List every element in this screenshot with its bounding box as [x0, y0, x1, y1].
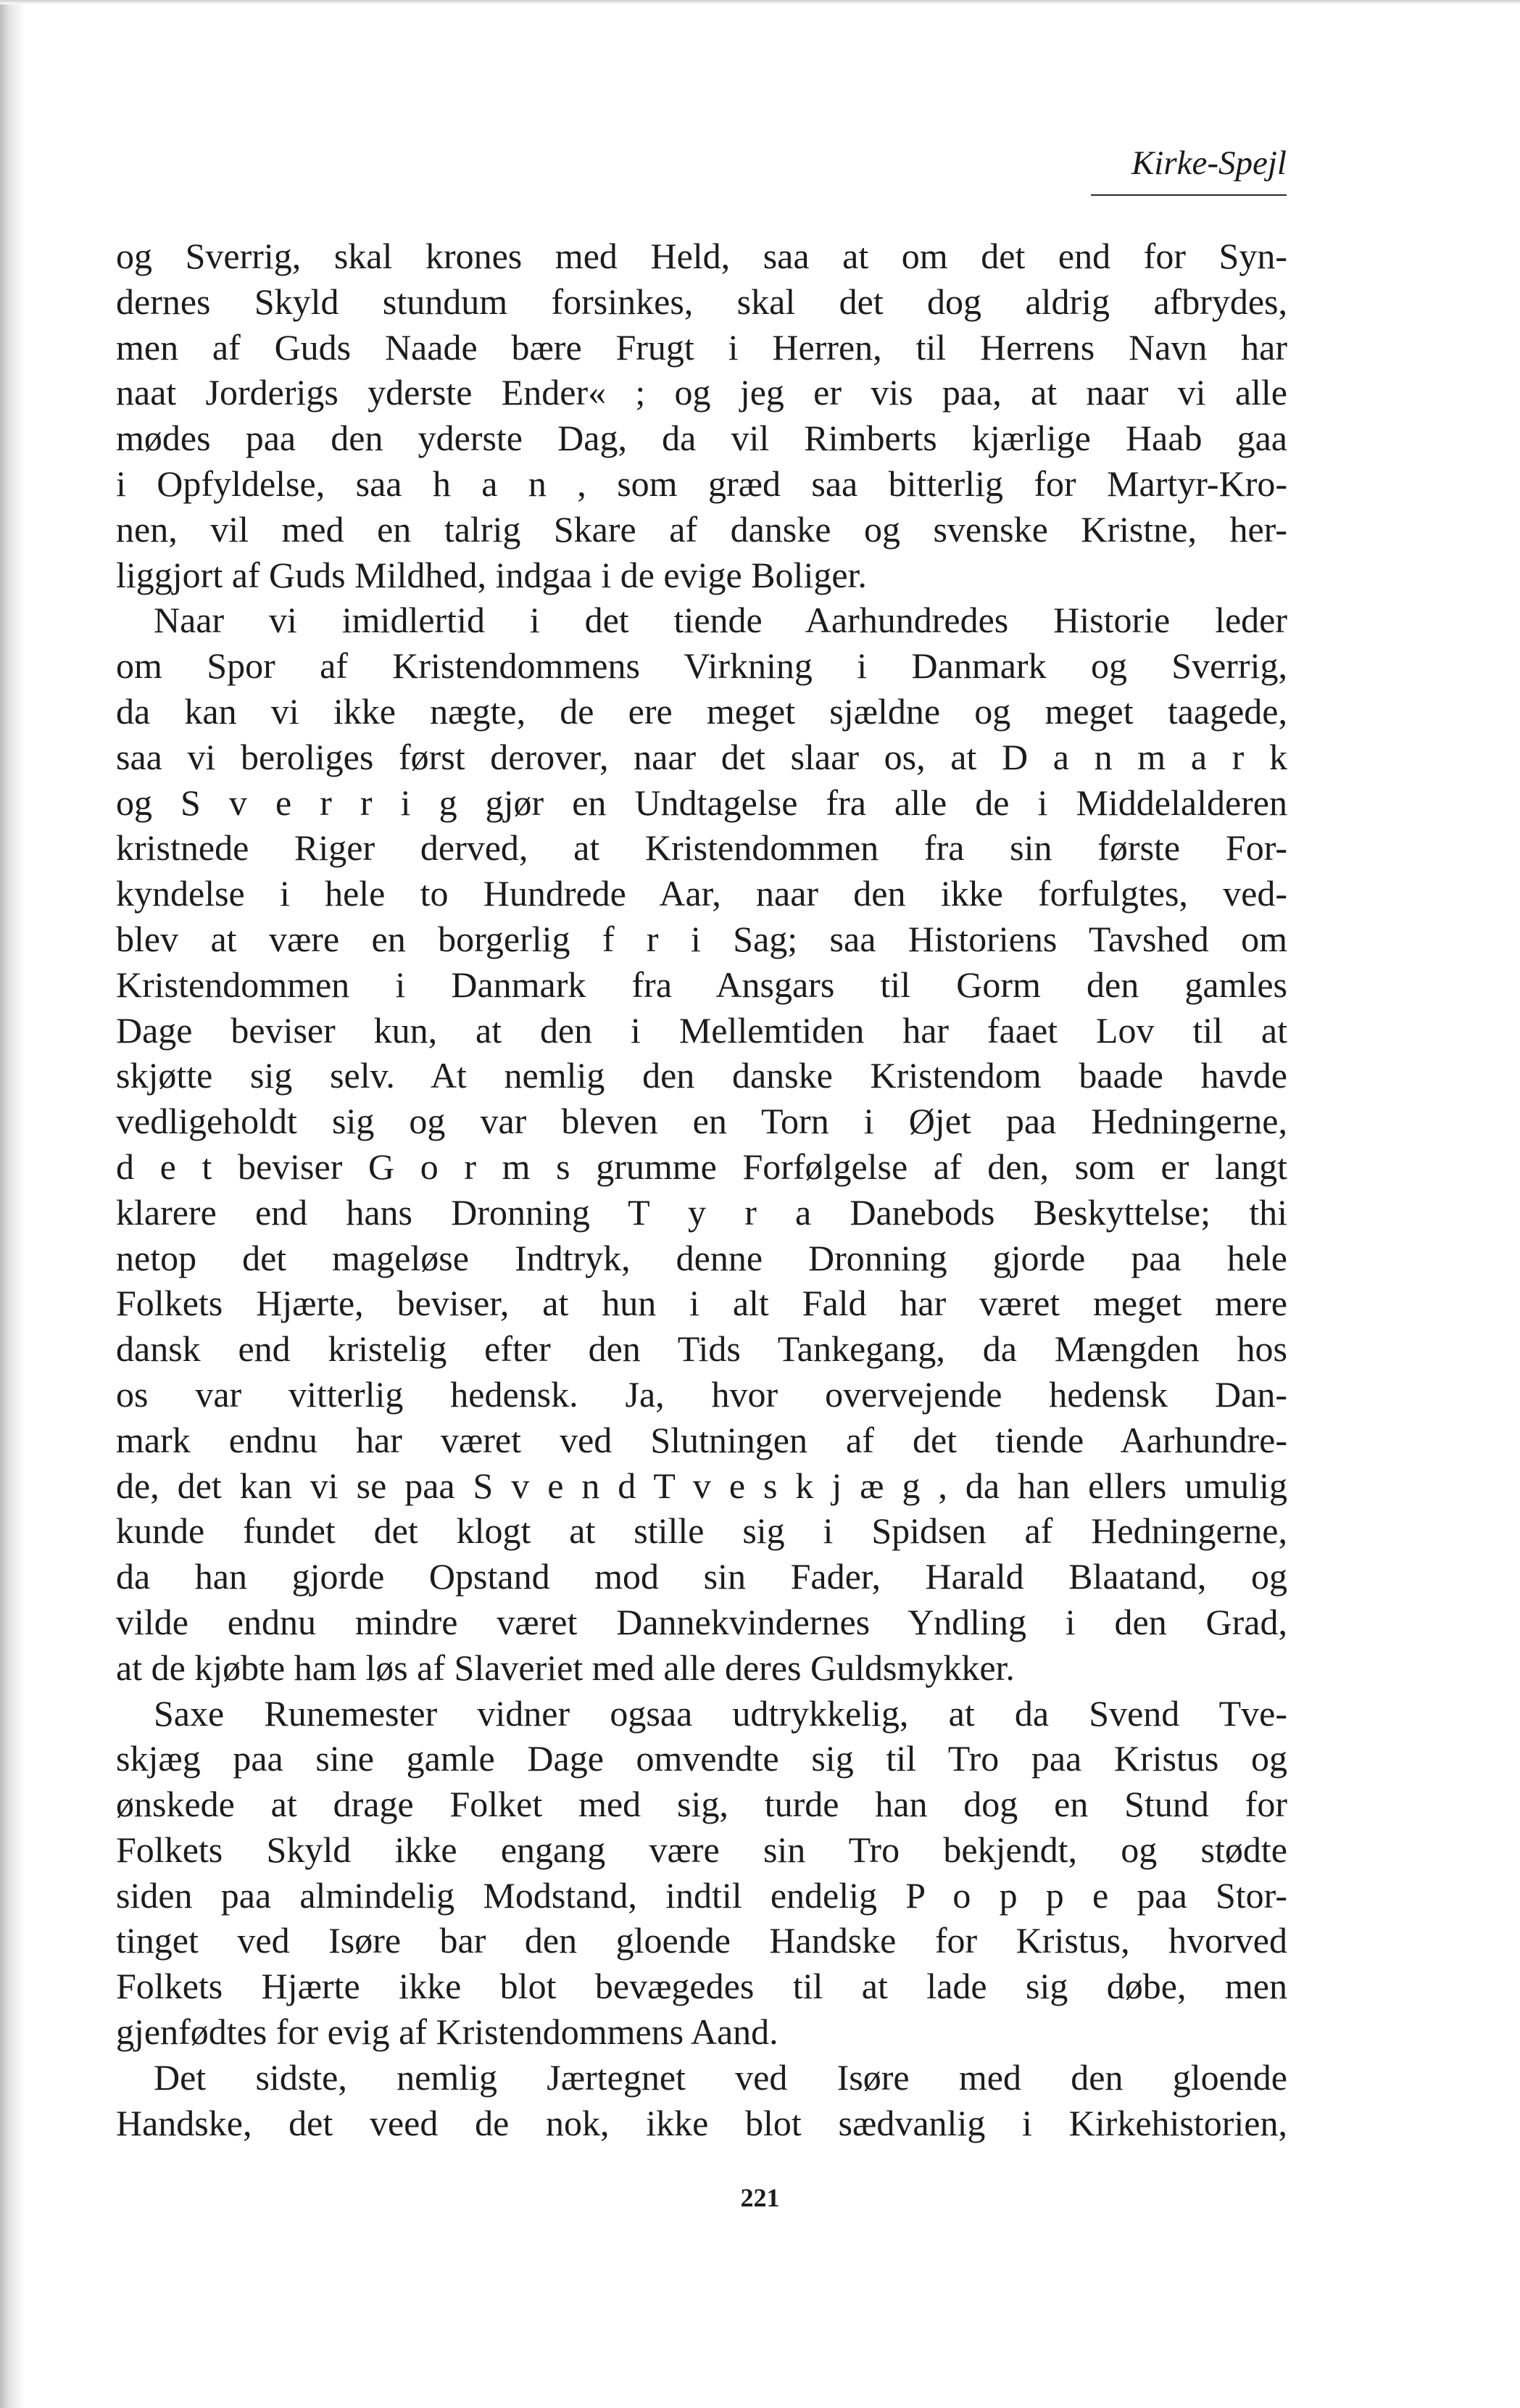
- text-line: Saxe Runemester vidner ogsaa udtrykkelig, at da Svend Tve-: [154, 1692, 1287, 1734]
- text-line: Folkets Hjærte, beviser, at hun i alt Fald har været meget mere: [116, 1283, 1287, 1324]
- paragraph: [116, 2055, 1287, 2146]
- text-line: kunde fundet det klogt at stille sig i Spidsen af Hedningerne,: [116, 1510, 1287, 1552]
- text-line: Kristendommen i Danmark fra Ansgars til Gorm den gamles: [116, 964, 1287, 1005]
- text-line: d e t beviser G o r m s grumme Forfølgelse af den, som er langt: [116, 1146, 1287, 1187]
- text-line: skjøtte sig selv. At nemlig den danske Kristendom baade havde: [116, 1055, 1287, 1096]
- page-number: 221: [740, 2183, 780, 2212]
- text-line: da kan vi ikke nægte, de ere meget sjældne og meget taagede,: [116, 690, 1287, 732]
- text-line: kristnede Riger derved, at Kristendommen fra sin første For-: [116, 827, 1287, 869]
- text-line: vilde endnu mindre været Dannekvindernes Yndling i den Grad,: [116, 1601, 1287, 1642]
- text-line: mødes paa den yderste Dag, da vil Rimberts kjærlige Haab gaa: [116, 418, 1287, 459]
- text-line: Handske, det veed de nok, ikke blot sædvanlig i Kirkehistorien,: [116, 2102, 1287, 2143]
- text-line: kyndelse i hele to Hundrede Aar, naar den ikke forfulgtes, ved-: [116, 873, 1287, 914]
- text-line: klarere end hans Dronning T y r a Danebods Beskyttelse; thi: [116, 1191, 1287, 1233]
- text-line: saa vi beroliges først derover, naar det slaar os, at D a n m a r k: [116, 736, 1287, 777]
- text-line: mark endnu har været ved Slutningen af det tiende Aarhundre-: [116, 1419, 1287, 1460]
- text-line: de, det kan vi se paa S v e n d T v e s k j æ g , da han ellers umulig: [116, 1465, 1287, 1506]
- running-head-rule: [1091, 194, 1287, 196]
- text-line: ønskede at drage Folket med sig, turde han dog en Stund for: [116, 1784, 1287, 1825]
- page-top-edge: [0, 0, 1520, 4]
- page-gutter-shadow: [0, 0, 25, 2408]
- text-line: liggjort af Guds Mildhed, indgaa i de evige Boliger.: [116, 554, 867, 595]
- text-line: blev at være en borgerlig f r i Sag; saa Historiens Tavshed om: [116, 918, 1287, 959]
- text-line: da han gjorde Opstand mod sin Fader, Harald Blaatand, og: [116, 1556, 1287, 1597]
- text-line: Dage beviser kun, at den i Mellemtiden har faaet Lov til at: [116, 1009, 1287, 1051]
- text-line: naat Jorderigs yderste Ender« ; og jeg er vis paa, at naar vi alle: [116, 372, 1287, 413]
- text-line: gjenfødtes for evig af Kristendommens Aand.: [116, 2011, 778, 2053]
- text-line: at de kjøbte ham løs af Slaveriet med alle deres Guldsmykker.: [116, 1647, 1015, 1688]
- text-line: dansk end kristelig efter den Tids Tankegang, da Mængden hos: [116, 1328, 1287, 1370]
- text-line: Folkets Hjærte ikke blot bevægedes til at lade sig døbe, men: [116, 1966, 1287, 2007]
- text-line: i Opfyldelse, saa h a n , som græd saa bitterlig for Martyr-Kro-: [116, 463, 1287, 504]
- text-line: skjæg paa sine gamle Dage omvendte sig til Tro paa Kristus og: [116, 1738, 1287, 1779]
- text-line: Det sidste, nemlig Jærtegnet ved Isøre med den gloende: [154, 2056, 1287, 2098]
- body-text: [116, 233, 1287, 2146]
- text-line: og S v e r r i g gjør en Undtagelse fra alle de i Middelalderen: [116, 782, 1287, 823]
- text-line: om Spor af Kristendommens Virkning i Danmark og Sverrig,: [116, 645, 1287, 687]
- text-line: siden paa almindelig Modstand, indtil endelig P o p p e paa Stor-: [116, 1874, 1287, 1916]
- paragraph: [116, 597, 1287, 1690]
- running-head: Kirke-Spejl: [1131, 144, 1287, 182]
- text-line: vedligeholdt sig og var bleven en Torn i Øjet paa Hedningerne,: [116, 1101, 1287, 1142]
- text-line: Folkets Skyld ikke engang være sin Tro bekjendt, og stødte: [116, 1829, 1287, 1870]
- text-line: og Sverrig, skal krones med Held, saa at om det end for Syn-: [116, 236, 1287, 276]
- text-line: netop det mageløse Indtryk, denne Dronning gjorde paa hele: [116, 1237, 1287, 1278]
- text-line: os var vitterlig hedensk. Ja, hvor overvejende hedensk Dan-: [116, 1373, 1287, 1415]
- text-line: dernes Skyld stundum forsinkes, skal det dog aldrig afbrydes,: [116, 281, 1287, 322]
- text-line: nen, vil med en talrig Skare af danske og svenske Kristne, her-: [116, 508, 1287, 550]
- text-line: Naar vi imidlertid i det tiende Aarhundredes Historie leder: [154, 600, 1287, 641]
- paragraph: [116, 233, 1287, 597]
- text-line: men af Guds Naade bære Frugt i Herren, til Herrens Navn har: [116, 326, 1287, 368]
- text-line: tinget ved Isøre bar den gloende Handske for Kristus, hvorved: [116, 1920, 1287, 1961]
- paragraph: [116, 1691, 1287, 2055]
